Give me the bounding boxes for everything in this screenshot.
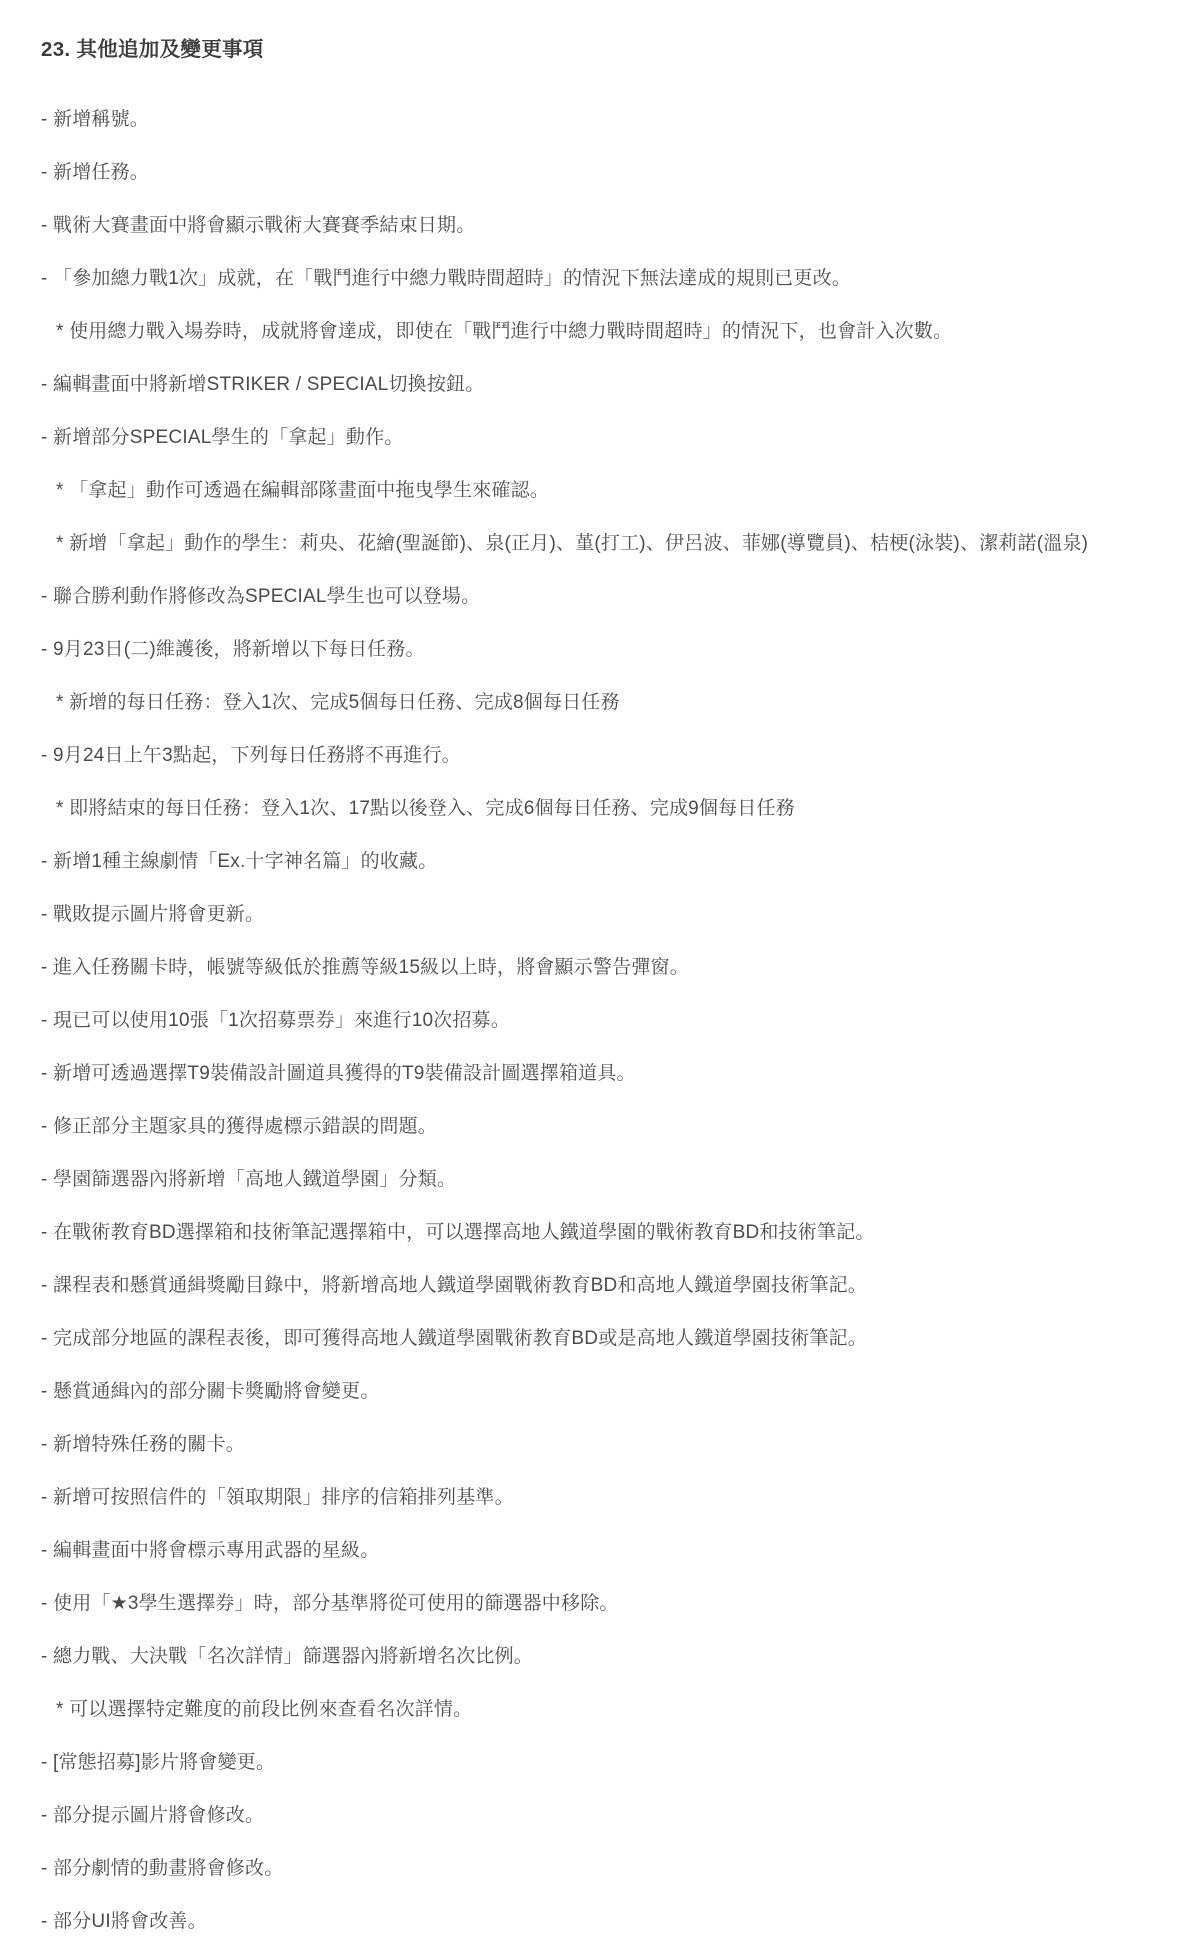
note-line: - 學園篩選器內將新增「高地人鐵道學園」分類。 bbox=[41, 1168, 457, 1190]
note-subline: * 可以選擇特定難度的前段比例來查看名次詳情。 bbox=[56, 1698, 473, 1720]
note-subline: * 「拿起」動作可透過在編輯部隊畫面中拖曳學生來確認。 bbox=[56, 479, 550, 501]
note-subline: * 即將結束的每日任務：登入1次、17點以後登入、完成6個每日任務、完成9個每日任務 bbox=[56, 797, 795, 819]
note-line: - 懸賞通緝內的部分關卡獎勵將會變更。 bbox=[41, 1380, 380, 1402]
note-line: - 課程表和懸賞通緝獎勵目錄中，將新增高地人鐵道學園戰術教育BD和高地人鐵道學園技術筆記。 bbox=[41, 1274, 868, 1296]
note-line: - 進入任務關卡時，帳號等級低於推薦等級15級以上時，將會顯示警告彈窗。 bbox=[41, 956, 689, 978]
note-line: - 新增1種主線劇情「Ex.十字神名篇」的收藏。 bbox=[41, 850, 438, 872]
note-subline: * 使用總力戰入場券時，成就將會達成，即使在「戰鬥進行中總力戰時間超時」的情況下，也會計入次數。 bbox=[56, 320, 953, 342]
note-line: - 新增任務。 bbox=[41, 161, 150, 183]
note-line: - 編輯畫面中將會標示專用武器的星級。 bbox=[41, 1539, 380, 1561]
note-line: - 新增可透過選擇T9裝備設計圖道具獲得的T9裝備設計圖選擇箱道具。 bbox=[41, 1062, 636, 1084]
note-line: - 部分劇情的動畫將會修改。 bbox=[41, 1857, 284, 1879]
note-line: - 「參加總力戰1次」成就，在「戰鬥進行中總力戰時間超時」的情況下無法達成的規則已更改。 bbox=[41, 267, 851, 289]
note-line: - 使用「★3學生選擇券」時，部分基準將從可使用的篩選器中移除。 bbox=[41, 1592, 619, 1614]
note-subline: * 新增的每日任務：登入1次、完成5個每日任務、完成8個每日任務 bbox=[56, 691, 620, 713]
note-line: - 完成部分地區的課程表後，即可獲得高地人鐵道學園戰術教育BD或是高地人鐵道學園技術筆記。 bbox=[41, 1327, 868, 1349]
note-line: - 戰術大賽畫面中將會顯示戰術大賽賽季結束日期。 bbox=[41, 214, 476, 236]
note-line: - 在戰術教育BD選擇箱和技術筆記選擇箱中，可以選擇高地人鐵道學園的戰術教育BD和技術筆記。 bbox=[41, 1221, 875, 1243]
note-line: - 9月24日上午3點起，下列每日任務將不再進行。 bbox=[41, 744, 461, 766]
note-line: - 總力戰、大決戰「名次詳情」篩選器內將新增名次比例。 bbox=[41, 1645, 534, 1667]
note-line: - 9月23日(二)維護後，將新增以下每日任務。 bbox=[41, 638, 425, 660]
notes-list bbox=[41, 93, 1167, 1948]
note-line: - 部分UI將會改善。 bbox=[41, 1910, 207, 1932]
note-line: - 新增稱號。 bbox=[41, 108, 150, 130]
note-line: - 戰敗提示圖片將會更新。 bbox=[41, 903, 265, 925]
section-heading: 23. 其他追加及變更事項 bbox=[41, 37, 264, 61]
note-line: - [常態招募]影片將會變更。 bbox=[41, 1751, 276, 1773]
note-line: - 部分提示圖片將會修改。 bbox=[41, 1804, 265, 1826]
note-line: - 編輯畫面中將新增STRIKER / SPECIAL切換按鈕。 bbox=[41, 373, 485, 395]
note-subline: * 新增「拿起」動作的學生：莉央、花繪(聖誕節)、泉(正月)、堇(打工)、伊呂波、菲娜(導覽員)、桔梗(泳裝)、潔莉諾(溫泉) bbox=[56, 532, 1089, 554]
note-line: - 現已可以使用10張「1次招募票券」來進行10次招募。 bbox=[41, 1009, 511, 1031]
note-line: - 新增部分SPECIAL學生的「拿起」動作。 bbox=[41, 426, 404, 448]
note-line: - 聯合勝利動作將修改為SPECIAL學生也可以登場。 bbox=[41, 585, 481, 607]
note-line: - 新增特殊任務的關卡。 bbox=[41, 1433, 246, 1455]
note-line: - 新增可按照信件的「領取期限」排序的信箱排列基準。 bbox=[41, 1486, 514, 1508]
note-line: - 修正部分主題家具的獲得處標示錯誤的問題。 bbox=[41, 1115, 438, 1137]
